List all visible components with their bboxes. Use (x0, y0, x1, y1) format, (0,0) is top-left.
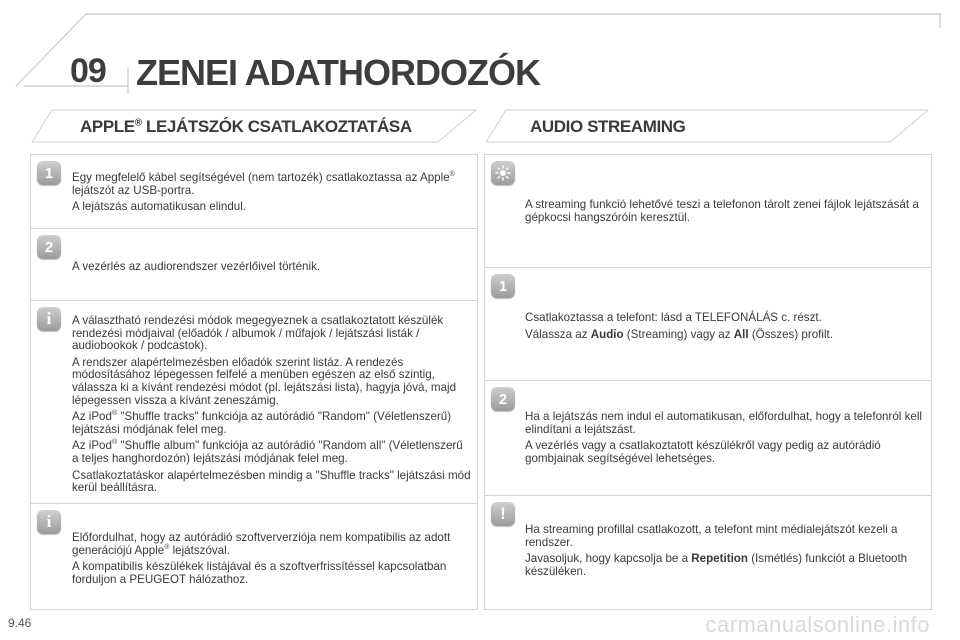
lightbulb-icon (491, 161, 515, 185)
section-title-apple: APPLE® LEJÁTSZÓK CSATLAKOZTATÁSA (80, 117, 412, 136)
apple-info-compat (31, 504, 477, 608)
apple-step-1 (31, 155, 477, 229)
apple-panel (30, 154, 478, 610)
streaming-tip (485, 155, 931, 268)
block-text: A streaming funkció lehetővé teszi a telefonon tárolt zenei fájlok lejátszását a gépkocsi hangszóróin keresztül. (525, 198, 919, 224)
block-text: Ha streaming profillal csatlakozott, a telefont mint médialejátszót kezeli a rendszer. Javasoljuk, hogy kapcsolja be a Repetition (Ismétlés) funkciót a Bluetooth készüléken. (525, 523, 908, 578)
info-icon: i (37, 510, 61, 534)
streaming-warning (485, 496, 931, 608)
block-text: A vezérlés az audiorendszer vezérlőivel történik. (72, 260, 321, 273)
warning-icon: ! (491, 502, 515, 526)
apple-step-2 (31, 229, 477, 301)
step-number-badge: 2 (491, 387, 515, 411)
apple-info-sorting (31, 301, 477, 504)
block-text: Előfordulhat, hogy az autórádió szoftververziója nem kompatibilis az adott generációjú Apple® lejátszóval. A kompatibilis készülékek listájával és a szoftverfrissítéssel kapcsolatban forduljon a PEUGEOT hálózathoz. (72, 531, 451, 586)
section-title-streaming: AUDIO STREAMING (530, 117, 686, 136)
streaming-step-2 (485, 381, 931, 496)
step-number-badge: 2 (37, 235, 61, 259)
block-text: A választható rendezési módok megegyeznek a csatlakoztatott készülék rendezési módjaival (előadók / albumok / műfajok / lejátszási listák / audiobookok / podcastok). A rendszer alapértelmezésben előadók szerint listáz. A rendezés módosításához lépegessen felfelé a menüben egészen az első szintig, válassza ki a kívánt rendezési módot (pl. lejátszási lista), hagyja jóvá, majd lépegessen vissza a kívánt zeneszámig. Az iPod® "Shuffle tracks" funkciója az autórádió "Random" (Véletlenszerű) lejátszási módjának felel meg. Az iPod® "Shuffle album" funkciója az autórádió "Random all" (Véletlenszerű a teljes hanghordozón) lejátszási módjának felel meg. Csatlakoztatáskor alapértelmezésben mindig a "Shuffle tracks" lejátszási mód kerül beállításra. (72, 314, 471, 495)
step-number-badge: 1 (37, 161, 61, 185)
block-text: Ha a lejátszás nem indul el automatikusan, előfordulhat, hogy a telefonról kell elindítani a lejátszást. A vezérlés vagy a csatlakoztatott készülékről vagy pedig az autórádió gombjainak segítségével lehetséges. (525, 410, 922, 465)
block-text: Egy megfelelő kábel segítségével (nem tartozék) csatlakoztassa az Apple® lejátszót az USB-portra. A lejátszás automatikusan elindul. (72, 171, 455, 214)
section-header-apple (30, 108, 478, 146)
streaming-step-1 (485, 268, 931, 381)
chapter-number: 09 (70, 52, 106, 90)
section-header-streaming (484, 108, 930, 146)
info-icon: i (37, 307, 61, 331)
streaming-panel (484, 154, 932, 610)
block-text: Csatlakoztassa a telefont: lásd a TELEFONÁLÁS c. részt. Válassza az Audio (Streaming) vagy az All (Összes) profilt. (525, 311, 833, 341)
watermark: carmanualsonline.info (705, 612, 930, 637)
chapter-title: ZENEI ADATHORDOZÓK (136, 52, 540, 93)
step-number-badge: 1 (491, 274, 515, 298)
page-number: 9.46 (8, 616, 32, 630)
